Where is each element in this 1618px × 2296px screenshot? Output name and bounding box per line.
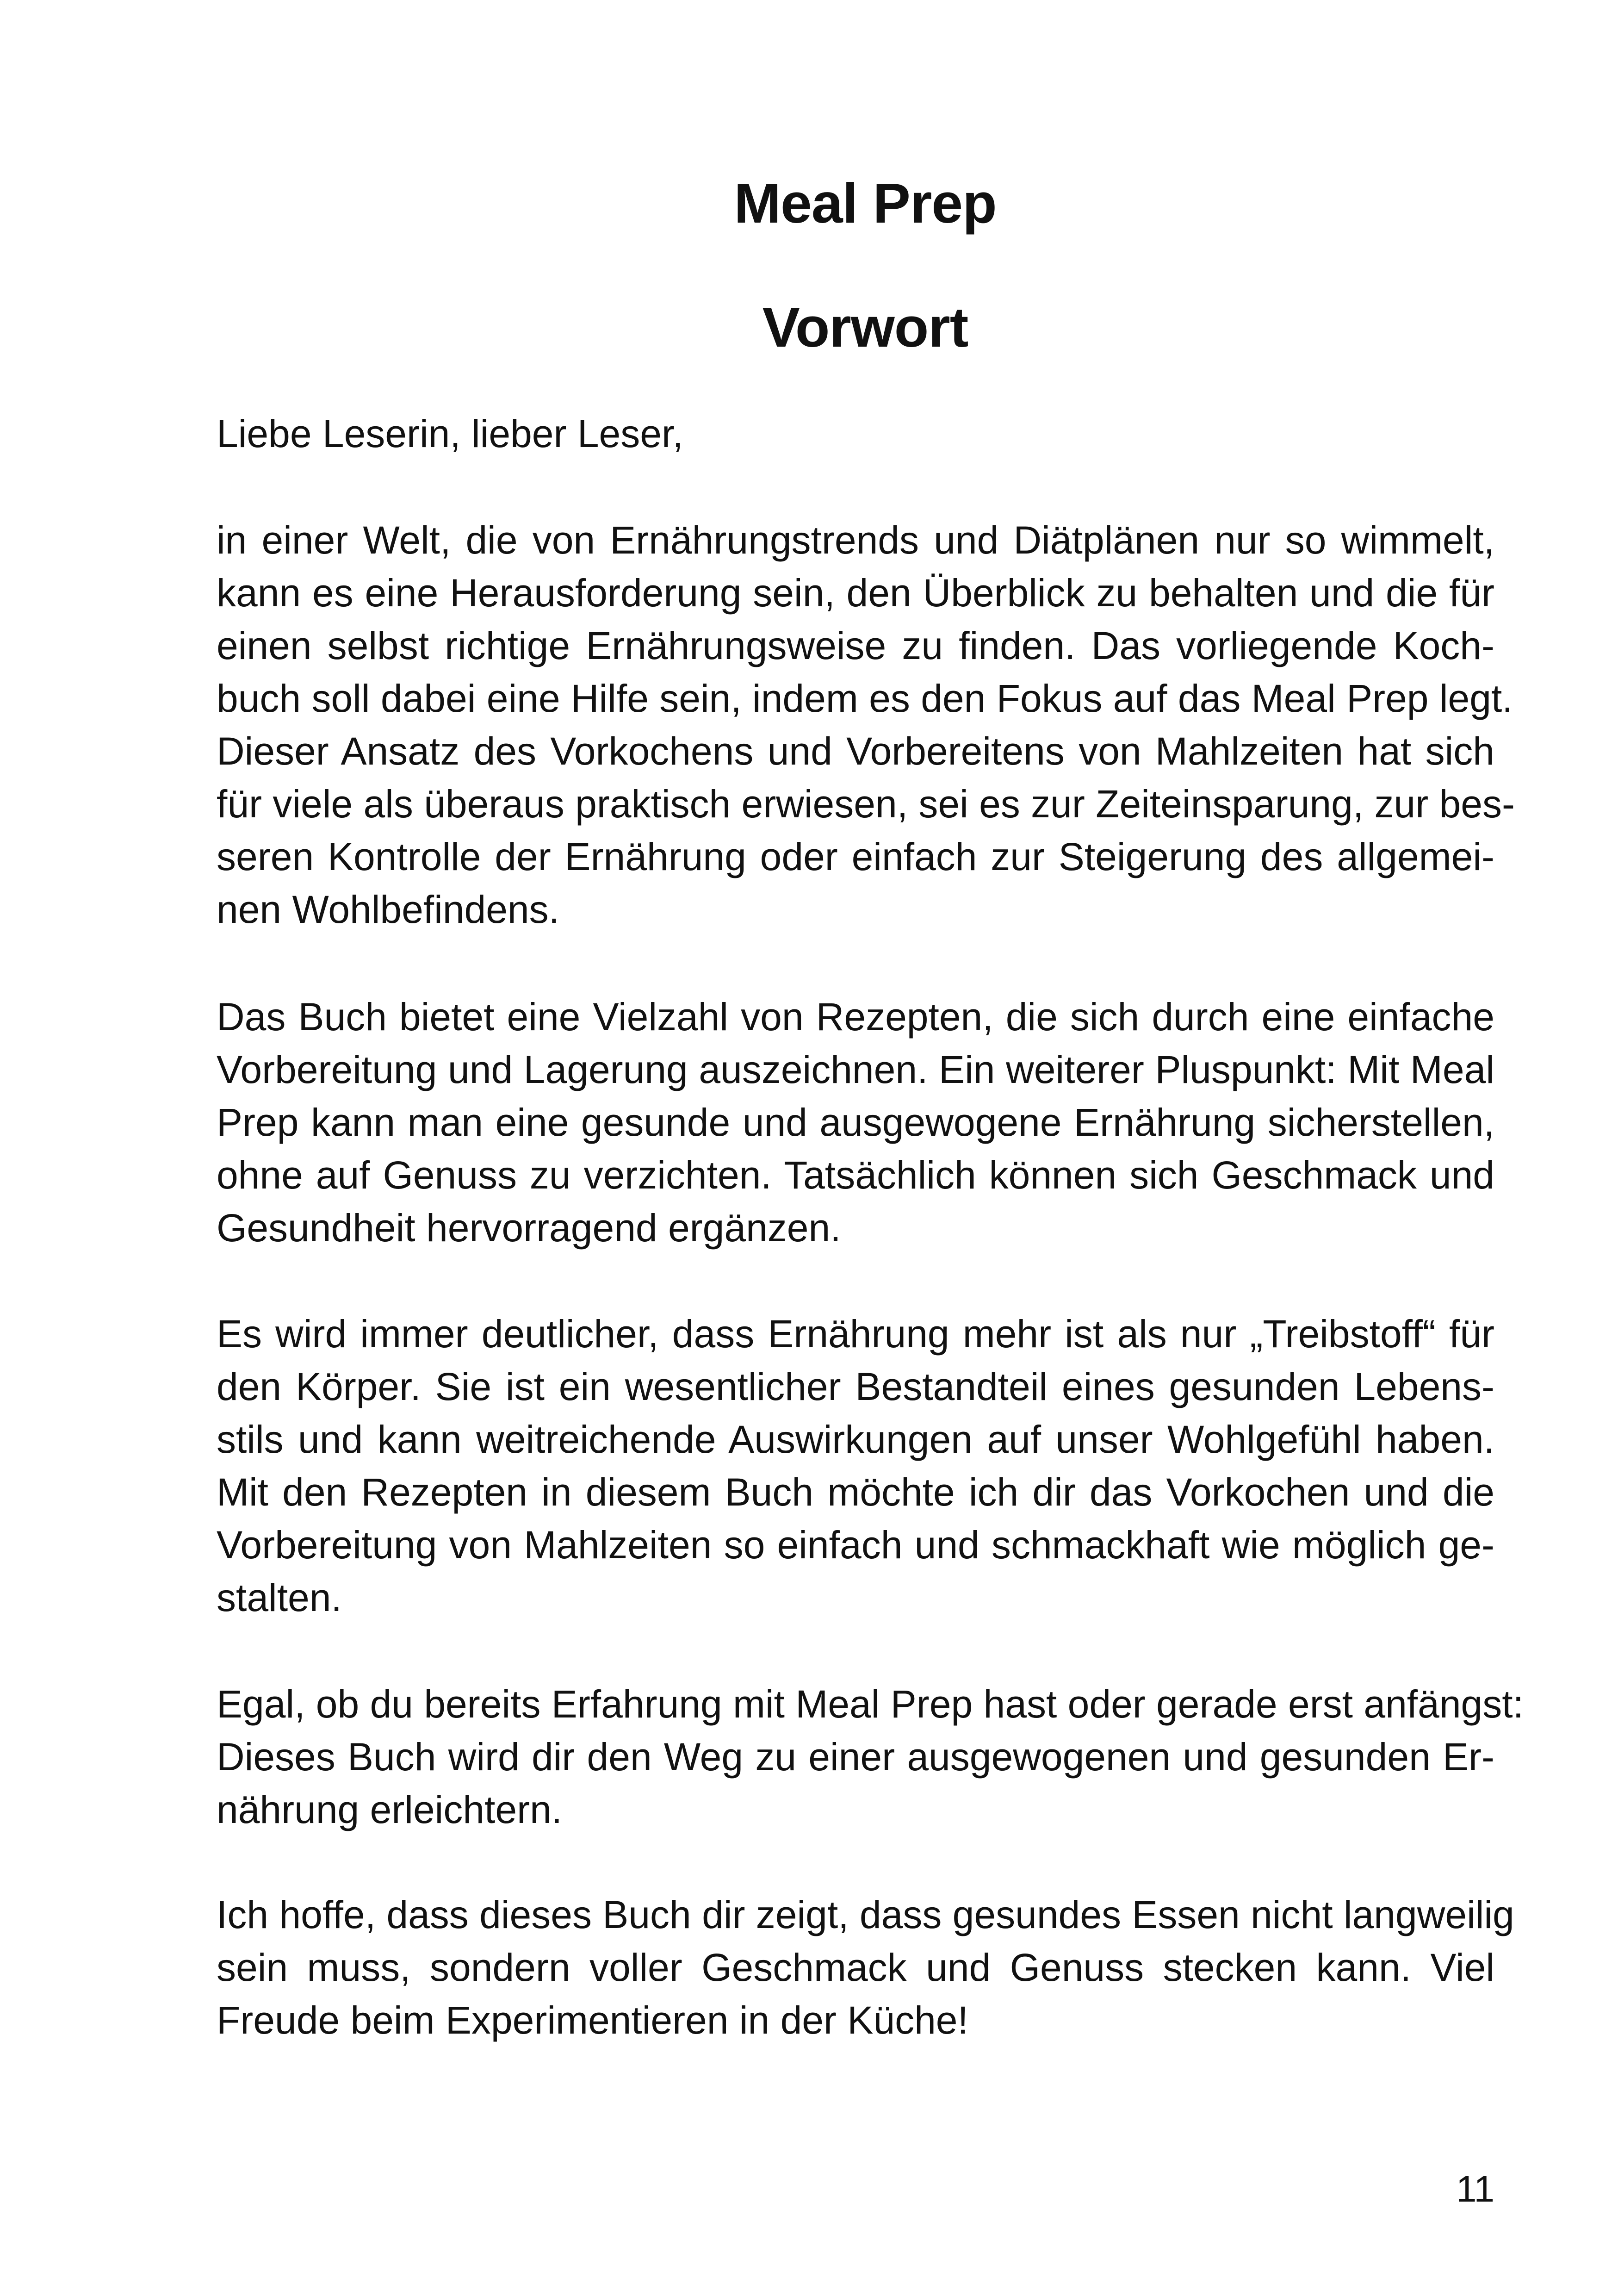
text-line: kann es eine Herausforderung sein, den Überblick zu behalten und die für bbox=[217, 571, 1494, 615]
paragraph-1 bbox=[217, 514, 1515, 936]
book-title: Meal Prep bbox=[734, 172, 997, 235]
text-line: Es wird immer deutlicher, dass Ernährung mehr ist als nur „Treibstoff“ für bbox=[217, 1312, 1494, 1356]
text-line: Egal, ob du bereits Erfahrung mit Meal Prep hast oder gerade erst anfängst: bbox=[217, 1682, 1524, 1726]
paragraph-2 bbox=[217, 990, 1494, 1254]
text-line: stils und kann weitreichende Auswirkungen auf unser Wohlgefühl haben. bbox=[217, 1418, 1494, 1461]
chapter-heading: Vorwort bbox=[762, 296, 968, 359]
text-line: nährung erleichtern. bbox=[217, 1788, 563, 1831]
text-line: Mit den Rezepten in diesem Buch möchte ich dir das Vorkochen und die bbox=[217, 1470, 1494, 1514]
text-line: nen Wohlbefindens. bbox=[217, 888, 559, 931]
paragraph-5 bbox=[217, 1888, 1514, 2047]
text-line: seren Kontrolle der Ernährung oder einfach zur Steigerung des allgemei- bbox=[217, 835, 1494, 878]
text-line: den Körper. Sie ist ein wesentlicher Bestandteil eines gesunden Lebens- bbox=[217, 1365, 1494, 1408]
text-line: Dieses Buch wird dir den Weg zu einer ausgewogenen und gesunden Er- bbox=[217, 1735, 1494, 1779]
text-line: Dieser Ansatz des Vorkochens und Vorbereitens von Mahlzeiten hat sich bbox=[217, 729, 1494, 773]
text-line: ohne auf Genuss zu verzichten. Tatsächlich können sich Geschmack und bbox=[217, 1153, 1494, 1197]
text-line: Freude beim Experimentieren in der Küche! bbox=[217, 1998, 968, 2042]
text-line: sein muss, sondern voller Geschmack und Genuss stecken kann. Viel bbox=[217, 1946, 1494, 1989]
text-line: Prep kann man eine gesunde und ausgewogene Ernährung sicherstellen, bbox=[217, 1101, 1494, 1144]
text-line: in einer Welt, die von Ernährungstrends und Diätplänen nur so wimmelt, bbox=[217, 518, 1494, 562]
text-line: Ich hoffe, dass dieses Buch dir zeigt, dass gesundes Essen nicht langweilig bbox=[217, 1893, 1514, 1936]
text-line: einen selbst richtige Ernährungsweise zu finden. Das vorliegende Koch- bbox=[217, 624, 1494, 667]
salutation: Liebe Leserin, lieber Leser, bbox=[217, 412, 683, 455]
text-line: stalten. bbox=[217, 1576, 342, 1619]
text-line: Vorbereitung und Lagerung auszeichnen. Ein weiterer Pluspunkt: Mit Meal bbox=[217, 1048, 1494, 1091]
text-line: Gesundheit hervorragend ergänzen. bbox=[217, 1206, 841, 1250]
page-number: 11 bbox=[1456, 2168, 1494, 2209]
text-line: Vorbereitung von Mahlzeiten so einfach und schmackhaft wie möglich ge- bbox=[217, 1523, 1494, 1567]
text-line: für viele als überaus praktisch erwiesen, sei es zur Zeiteinsparung, zur bes- bbox=[217, 782, 1515, 826]
text-line: buch soll dabei eine Hilfe sein, indem es den Fokus auf das Meal Prep legt. bbox=[217, 677, 1513, 720]
paragraph-4 bbox=[217, 1678, 1524, 1836]
text-line: Das Buch bietet eine Vielzahl von Rezepten, die sich durch eine einfache bbox=[217, 995, 1494, 1039]
paragraph-3 bbox=[217, 1307, 1494, 1624]
